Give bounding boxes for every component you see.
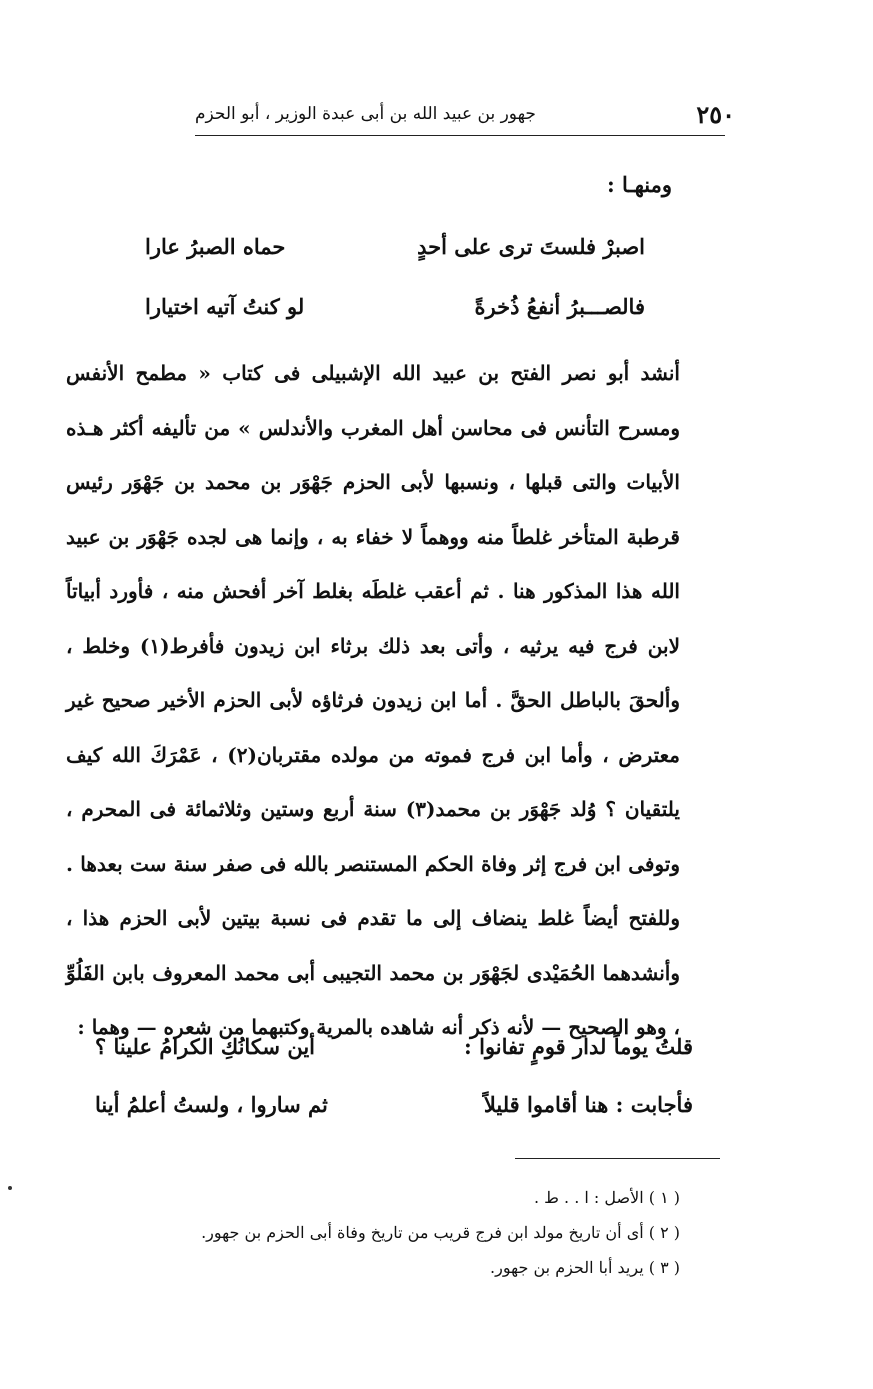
intro-label: ومنهـا : <box>606 172 672 197</box>
verse-second-hemistich: حماه الصبرُ عارا <box>145 233 286 259</box>
verse-line <box>95 1084 693 1124</box>
footnotes <box>120 1180 680 1285</box>
page-number: ٢٥٠ <box>696 99 735 129</box>
verse-second-hemistich: أين سكانُكِ الكرامُ علينا ؟ <box>95 1033 315 1059</box>
verse-first-hemistich: فأجابت : هنا أقاموا قليلاً <box>483 1091 693 1117</box>
verse-second-hemistich: لو كنتُ آتيه اختيارا <box>145 293 305 319</box>
body-paragraph: أنشد أبو نصر الفتح بن عبيد الله الإشبيلى فى كتاب « مطمح الأنفس ومسرح التأنس فى محاسن أهل المغرب والأندلس » من تأليفه أكثر هـذه الأبيات والتى قبلها ، ونسبها لأبى الحزم جَهْوَر بن محمد بن جَهْوَر رئيس قرطبة المتأخر غلطاً منه ووهماً لا خفاء به ، وإنما هى لجده جَهْوَر بن عبيد الله هذا المذكور هنا . ثم أعقب غلطَه بغلط آخر أفحش منه ، فأورد أبياتاً لابن فرج فيه يرثيه ، وأتى بعد ذلك برثاء ابن زيدون فأفرط(١) وخلط ، وألحقَ بالباطل الحقَّ . أما ابن زيدون فرثاؤه لأبى الحزم الأخير صحيح غير معترض ، وأما ابن فرج فموته من مولده مقتربان(٢) ، عَمْرَكَ الله كيف يلتقيان ؟ وُلد جَهْوَر بن محمد(٣) سنة أربع وستين وثلاثمائة فى المحرم ، وتوفى ابن فرج إثر وفاة الحكم المستنصر بالله فى صفر سنة ست بعدها . وللفتح أيضاً غلط ينضاف إلى ما تقدم فى نسبة بيتين لأبى الحزم هذا ، وأنشدهما الحُمَيْدى لجَهْوَر بن محمد التجيبى أبى محمد المعروف بابن الفَلُوِّ ، وهو الصحيح — لأنه ذكر أنه شاهده بالمرية وكتبهما من شعره — وهما : <box>66 361 681 1039</box>
verse-line <box>145 286 645 326</box>
page-header <box>195 96 735 132</box>
verse-first-hemistich: قلتُ يوماً لدار قومٍ تفانوا : <box>464 1033 693 1059</box>
footnote: ( ٢ ) أى أن تاريخ مولد ابن فرج قريب من تاريخ وفاة أبى الحزم بن جهور. <box>201 1223 680 1242</box>
verse-second-hemistich: ثم ساروا ، ولستُ أعلمُ أينا <box>95 1091 328 1117</box>
scan-speck <box>8 1186 12 1190</box>
verse-first-hemistich: اصبرْ فلستَ ترى على أحدٍ <box>417 233 645 259</box>
verse-line <box>145 226 645 266</box>
verse-line <box>95 1026 693 1066</box>
verse-first-hemistich: فالصـــبرُ أنفعُ ذُخرةً <box>474 293 645 319</box>
footnote-separator <box>515 1158 720 1159</box>
header-rule <box>195 135 725 136</box>
footnote: ( ١ ) الأصل : ا . . ط . <box>533 1188 680 1207</box>
footnote: ( ٣ ) يريد أبا الحزم بن جهور. <box>490 1258 680 1277</box>
running-title: جهور بن عبيد الله بن أبى عبدة الوزير ، أبو الحزم <box>195 104 536 124</box>
